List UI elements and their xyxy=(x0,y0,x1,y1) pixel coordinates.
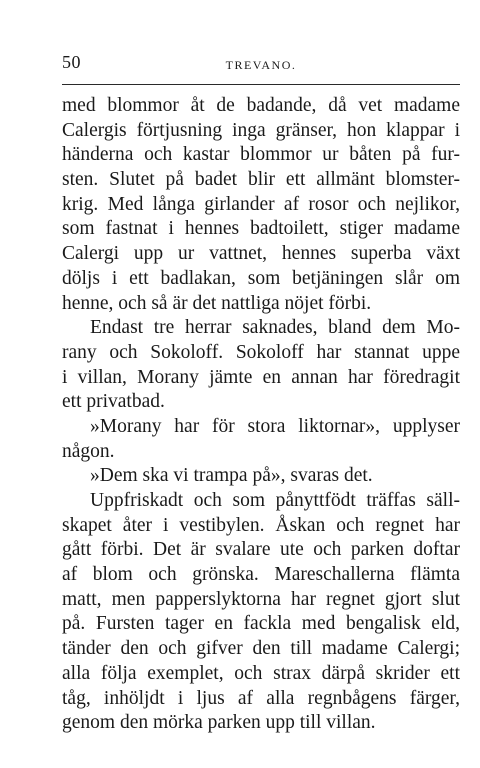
text-line: Uppfriskadt och som pånyttfödt träffas säll- xyxy=(90,490,460,511)
header-rule xyxy=(62,84,460,85)
text-line: genom den mörka parken upp till villan. xyxy=(62,712,376,734)
text-line: med blommor åt de badande, då vet madame xyxy=(62,95,460,116)
body-text xyxy=(62,94,460,736)
text-line: »Dem ska vi trampa på», svaras det. xyxy=(90,465,373,487)
text-line: krig. Med långa girlander af rosor och nejlikor, xyxy=(62,193,460,215)
text-line: tåg, inhöljdt i ljus af alla regnbågens färger, xyxy=(62,687,460,709)
text-line: någon. xyxy=(62,440,115,462)
text-line: döljs i ett badlakan, som betjäningen slår om xyxy=(62,267,460,289)
text-line: sten. Slutet på badet blir ett allmänt blomster- xyxy=(62,169,460,191)
text-line: »Morany har för stora liktornar», upplyser xyxy=(90,415,460,437)
text-line: alla följa exemplet, och strax därpå skrider ett xyxy=(62,662,460,684)
text-line: af blom och grönska. Mareschallerna flämta xyxy=(62,564,460,586)
text-line: händerna och kastar blommor ur båten på fur- xyxy=(62,144,460,166)
text-line: gått förbi. Det är svalare ute och parken doftar xyxy=(62,539,460,561)
text-line: på. Fursten tager en fackla med bengalisk eld, xyxy=(62,613,460,635)
page-header xyxy=(62,52,460,80)
text-line: Calergis förtjusning inga gränser, hon klappar i xyxy=(62,119,460,141)
text-line: matt, men papperslyktorna har regnet gjort slut xyxy=(62,588,460,610)
text-line: Calergi upp ur vattnet, hennes superba växt xyxy=(62,243,460,265)
text-line: skapet åter i vestibylen. Åskan och regnet har xyxy=(62,514,460,536)
page-number: 50 xyxy=(62,52,81,72)
text-line: tänder den och gifver den till madame Calergi; xyxy=(62,638,460,660)
text-line: henne, och så är det nattliga nöjet förbi. xyxy=(62,292,372,314)
text-line: som fastnat i hennes badtoilett, stiger madame xyxy=(62,218,460,240)
text-line: Endast tre herrar saknades, bland dem Mo- xyxy=(90,317,460,339)
text-line: ett privatbad. xyxy=(62,391,165,413)
running-head: TREVANO. xyxy=(225,58,297,72)
text-line: i villan, Morany jämte en annan har föredragit xyxy=(62,366,460,388)
text-line: rany och Sokoloff. Sokoloff har stannat uppe xyxy=(62,341,460,363)
